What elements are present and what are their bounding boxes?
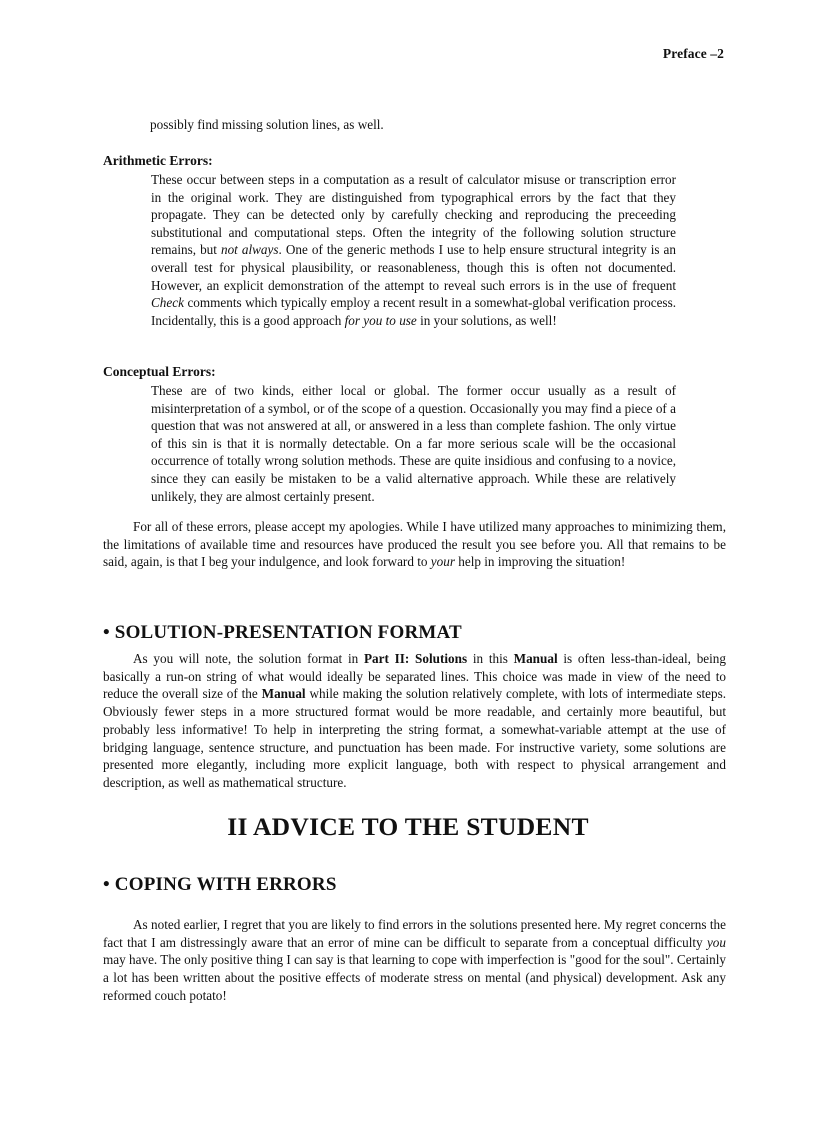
coping-body [103,916,733,1005]
format-heading: • SOLUTION-PRESENTATION FORMAT [103,622,462,643]
continuation-line: possibly find missing solution lines, as well. [150,117,384,132]
page-header: Preface –2 [662,46,724,61]
coping-paragraph: As noted earlier, I regret that you are likely to find errors in the solutions presented here. My regret concerns the fact that I am distressingly aware that an error of mine can be difficult to separate from a conceptual difficulty you may have. The only positive thing I can say is that learning to cope with imperfection is "good for the soul". Certainly a lot has been written about the positive effects of moderate stress on mental (and physical) development. Ask any reformed couch potato! [103,917,726,1003]
coping-heading: • COPING WITH ERRORS [103,874,337,895]
part-heading: II ADVICE TO THE STUDENT [227,812,589,841]
format-section [103,622,733,644]
conceptual-errors-text: These are of two kinds, either local or global. The former occur usually as a result of misinterpretation of a symbol, or of the scope of a question. Occasionally you may find a piece of a question that was not answered at all, or answered in a less than complete fashion. The only virtue of this sin is that it is normally detectable. On a far more serious scale will be the occasional occurrence of totally wrong solution methods. These are quite insidious and confusing to a novice, since they can easily be mistaken to be a valid alternative approach. While these are relatively unlikely, they are almost certainly present. [151,383,676,504]
apology-paragraph: For all of these errors, please accept my apologies. While I have utilized many approaches to minimizing them, the limitations of available time and resources have produced the result you see before you. All that remains to be said, again, is that I beg your indulgence, and look forward to your help in improving the situation! [103,519,726,570]
conceptual-errors-section [103,364,743,505]
conceptual-errors-label: Conceptual Errors: [103,364,216,379]
arithmetic-errors-text: These occur between steps in a computation as a result of calculator misuse or transcription error in the original work. They are distinguished from typographical errors by the fact that they propagate. They can be detected only by carefully checking and reproducing the preceeding substitutional and computational steps. Often the integrity of the following solution structure remains, but not always. One of the generic methods I use to help ensure structural integrity is an overall test for physical plausibility, or reasonableness, though this is often not documented. However, an explicit demonstration of the attempt to reveal such errors is in the use of frequent Check comments which typically employ a recent result in a somewhat-global verification process. Incidentally, this is a good approach for you to use in your solutions, as well! [151,172,676,328]
format-paragraph: As you will note, the solution format in Part II: Solutions in this Manual is often less-than-ideal, being basically a run-on string of what would ideally be separated lines. This choice was made in view of the need to reduce the overall size of the Manual while making the solution relatively complete, with lots of intermediate steps. Obviously fewer steps in a more structured format would be more readable, and certainly more beautiful, but probably less informative! To help in interpreting the string format, a somewhat-variable attempt at the use of bridging language, sentence structure, and punctuation has been made. For instructive variety, some solutions are presented more elegantly, including more explicit language, both with respect to physical arrangement and description, as well as mathematical structure. [103,651,726,790]
arithmetic-errors-label: Arithmetic Errors: [103,153,213,168]
format-body [103,650,733,792]
coping-section [103,874,733,896]
arithmetic-errors-section [103,153,743,329]
apology-section [103,518,733,571]
